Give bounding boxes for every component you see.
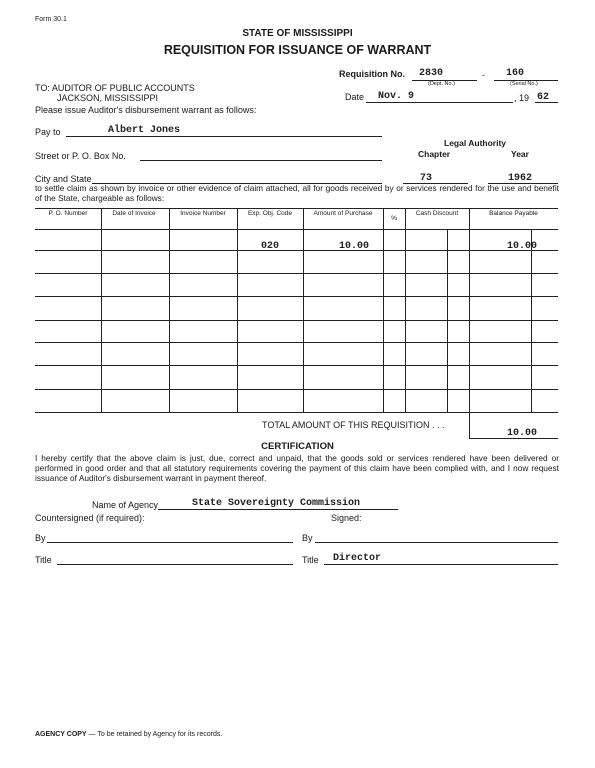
table-row-line (35, 389, 558, 390)
dept-no-value: 2830 (419, 68, 444, 79)
addressee-line2: JACKSON, MISSISSIPPI (57, 93, 159, 103)
table-row-line (35, 342, 558, 343)
header-cash-discount: Cash Discount (415, 210, 459, 217)
year-prefix: , 19 (514, 93, 530, 103)
settle-text: to settle claim as shown by invoice or other evidence of claim attached, all for goods received by or services rendered for the use and benefit of the State, chargeable as follows: (35, 183, 559, 203)
footer-rest: — To be retained by Agency for its records. (88, 731, 223, 738)
authority-year-value: 1962 (508, 173, 533, 184)
total-value: 10.00 (507, 428, 538, 439)
certification-text: I hereby certify that the above claim is just, due, correct and unpaid, that the goods sold or services rendered have been delivered or performed in good order and that all statutory requirements covering the payment of this claim have been complied with, and I now request issuance of Auditor's disbursement warrant in payment thereof. (35, 453, 559, 484)
footer-note (35, 731, 222, 738)
pay-to-line (66, 136, 382, 137)
serial-caption: (Serial No.) (510, 81, 538, 87)
year-value: 62 (537, 92, 550, 103)
footer-bold: AGENCY COPY (35, 731, 87, 738)
row1-amount: 10.00 (339, 241, 370, 252)
requisition-label: Requisition No. (339, 69, 405, 79)
header-percent: % (391, 215, 397, 222)
serial-no-value: 160 (506, 68, 525, 79)
row1-balance: 10.00 (507, 241, 538, 252)
chapter-value: 73 (420, 173, 433, 184)
pay-to-label: Pay to (35, 127, 61, 137)
agency-label: Name of Agency (92, 500, 159, 510)
addressee-line1: TO: AUDITOR OF PUBLIC ACCOUNTS (35, 83, 195, 93)
table-row-line (35, 365, 558, 366)
requisition-dash: - (482, 70, 485, 80)
state-title: STATE OF MISSISSIPPI (242, 28, 353, 39)
header-date-of-invoice: Date of Invoice (112, 210, 156, 217)
signed-by-line (315, 542, 558, 543)
row1-exp-code: 020 (260, 241, 279, 252)
countersign-title-label: Title (35, 555, 52, 565)
signed-title-line (324, 564, 558, 565)
date-value: Nov. 9 (378, 91, 415, 102)
table-row-line (35, 412, 558, 413)
header-invoice-number: Invoice Number (180, 210, 226, 217)
table-row-line (35, 273, 558, 274)
street-line (140, 160, 382, 161)
countersign-by-line (47, 542, 293, 543)
table-row-line (35, 320, 558, 321)
header-po-number: P. O. Number (48, 210, 88, 217)
signed-label: Signed: (331, 513, 362, 523)
instruction-text: Please issue Auditor's disbursement warrant as follows: (35, 105, 257, 115)
total-label: TOTAL AMOUNT OF THIS REQUISITION . . . (262, 420, 445, 430)
street-label: Street or P. O. Box No. (35, 151, 126, 161)
pay-to-value: Albert Jones (108, 125, 181, 136)
countersign-title-line (57, 564, 293, 565)
date-line (366, 102, 513, 103)
dept-caption: (Dept. No.) (428, 81, 455, 87)
countersigned-label: Countersigned (if required): (35, 513, 145, 523)
city-label: City and State (35, 174, 92, 184)
charge-table (35, 208, 558, 412)
year-authority-label: Year (511, 149, 529, 159)
agency-line (158, 509, 398, 510)
date-label: Date (345, 92, 365, 102)
agency-value: State Sovereignty Commission (192, 498, 361, 509)
certification-heading: CERTIFICATION (261, 441, 334, 452)
countersign-by-label: By (35, 533, 46, 543)
header-balance-payable: Balance Payable (489, 210, 538, 217)
header-amount-of-purchase: Amount of Purchase (313, 210, 373, 217)
signed-by-label: By (302, 533, 313, 543)
header-exp-obj-code: Exp. Obj. Code (247, 210, 293, 217)
form-title: REQUISITION FOR ISSUANCE OF WARRANT (163, 43, 432, 57)
legal-authority-heading: Legal Authority (444, 138, 507, 148)
signed-title-value: Director (333, 553, 382, 564)
form-number: Form 30.1 (35, 16, 67, 23)
chapter-label: Chapter (418, 149, 451, 159)
signed-title-label: Title (302, 555, 319, 565)
table-row-line (35, 296, 558, 297)
